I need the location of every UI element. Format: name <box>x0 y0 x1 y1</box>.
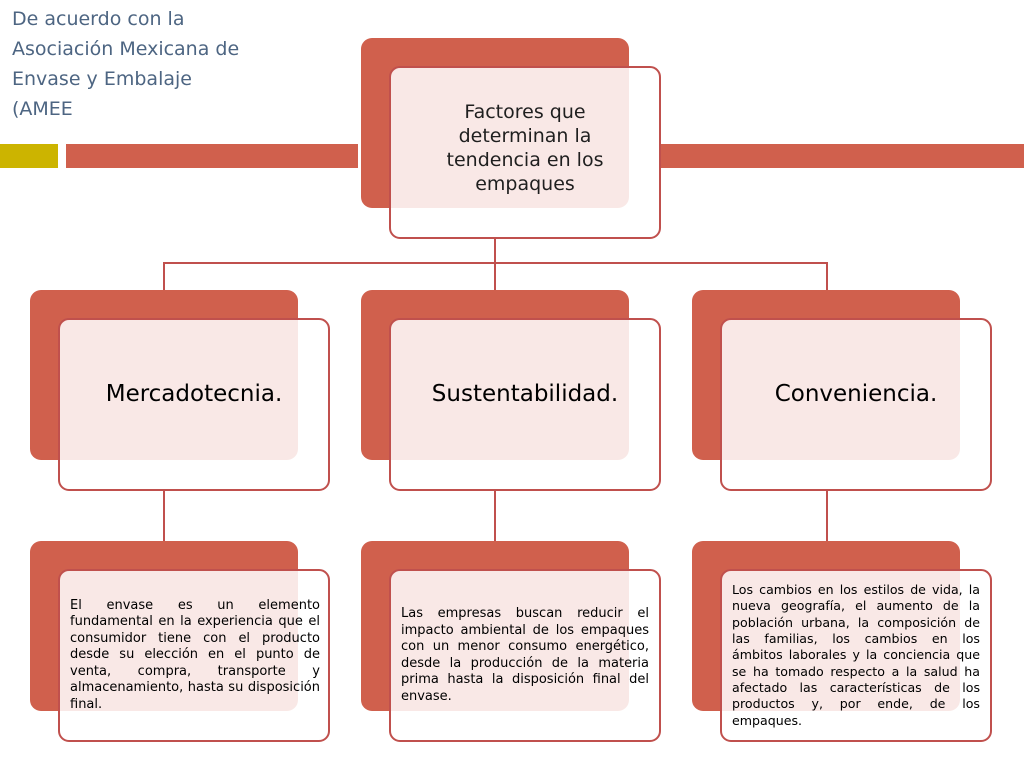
mercadotecnia-desc-node <box>58 569 330 742</box>
left-accent-bar <box>66 144 358 168</box>
connector-to-conveniencia <box>826 262 828 290</box>
mercadotecnia-description: El envase es un elemento fundamental en la experiencia que el consumidor tiene con el producto desde su elección en el punto de venta, compra, transporte y almacenamiento, hasta su disposición final. <box>70 597 320 712</box>
root-node <box>389 66 661 239</box>
sustentabilidad-description: Las empresas buscan reducir el impacto ambiental de los empaques con un menor consumo energético, desde la producción de la materia prima hasta la disposición final del envase. <box>401 606 649 704</box>
connector-to-mercadotecnia <box>163 262 165 290</box>
sustentabilidad-label: Sustentabilidad. <box>431 380 619 407</box>
mercadotecnia-node <box>58 318 330 491</box>
connector-mercadotecnia-desc <box>163 490 165 542</box>
conveniencia-label: Conveniencia. <box>774 380 938 407</box>
slide-title: De acuerdo con la Asociación Mexicana de Envase y Embalaje (AMEE <box>12 8 240 120</box>
connector-sustentabilidad-desc <box>494 490 496 542</box>
root-node-label: Factores que determinan la tendencia en los empaques <box>446 100 604 195</box>
mercadotecnia-label: Mercadotecnia. <box>105 380 283 407</box>
root-connector <box>494 238 496 264</box>
gold-accent-bar <box>0 144 58 168</box>
sustentabilidad-desc-node <box>389 569 661 742</box>
connector-to-sustentabilidad <box>494 262 496 290</box>
conveniencia-node <box>720 318 992 491</box>
conveniencia-description: Los cambios en los estilos de vida, la nueva geografía, el aumento de la población urbana, la composición de las familias, los cambios en los ámbitos laborales y la conciencia que se ha tomado respecto a la salud ha afectado las características de los productos y, por ende, de los empaques. <box>732 582 980 728</box>
connector-conveniencia-desc <box>826 490 828 542</box>
sustentabilidad-node <box>389 318 661 491</box>
conveniencia-desc-node <box>720 569 992 742</box>
right-accent-bar <box>660 144 1024 168</box>
